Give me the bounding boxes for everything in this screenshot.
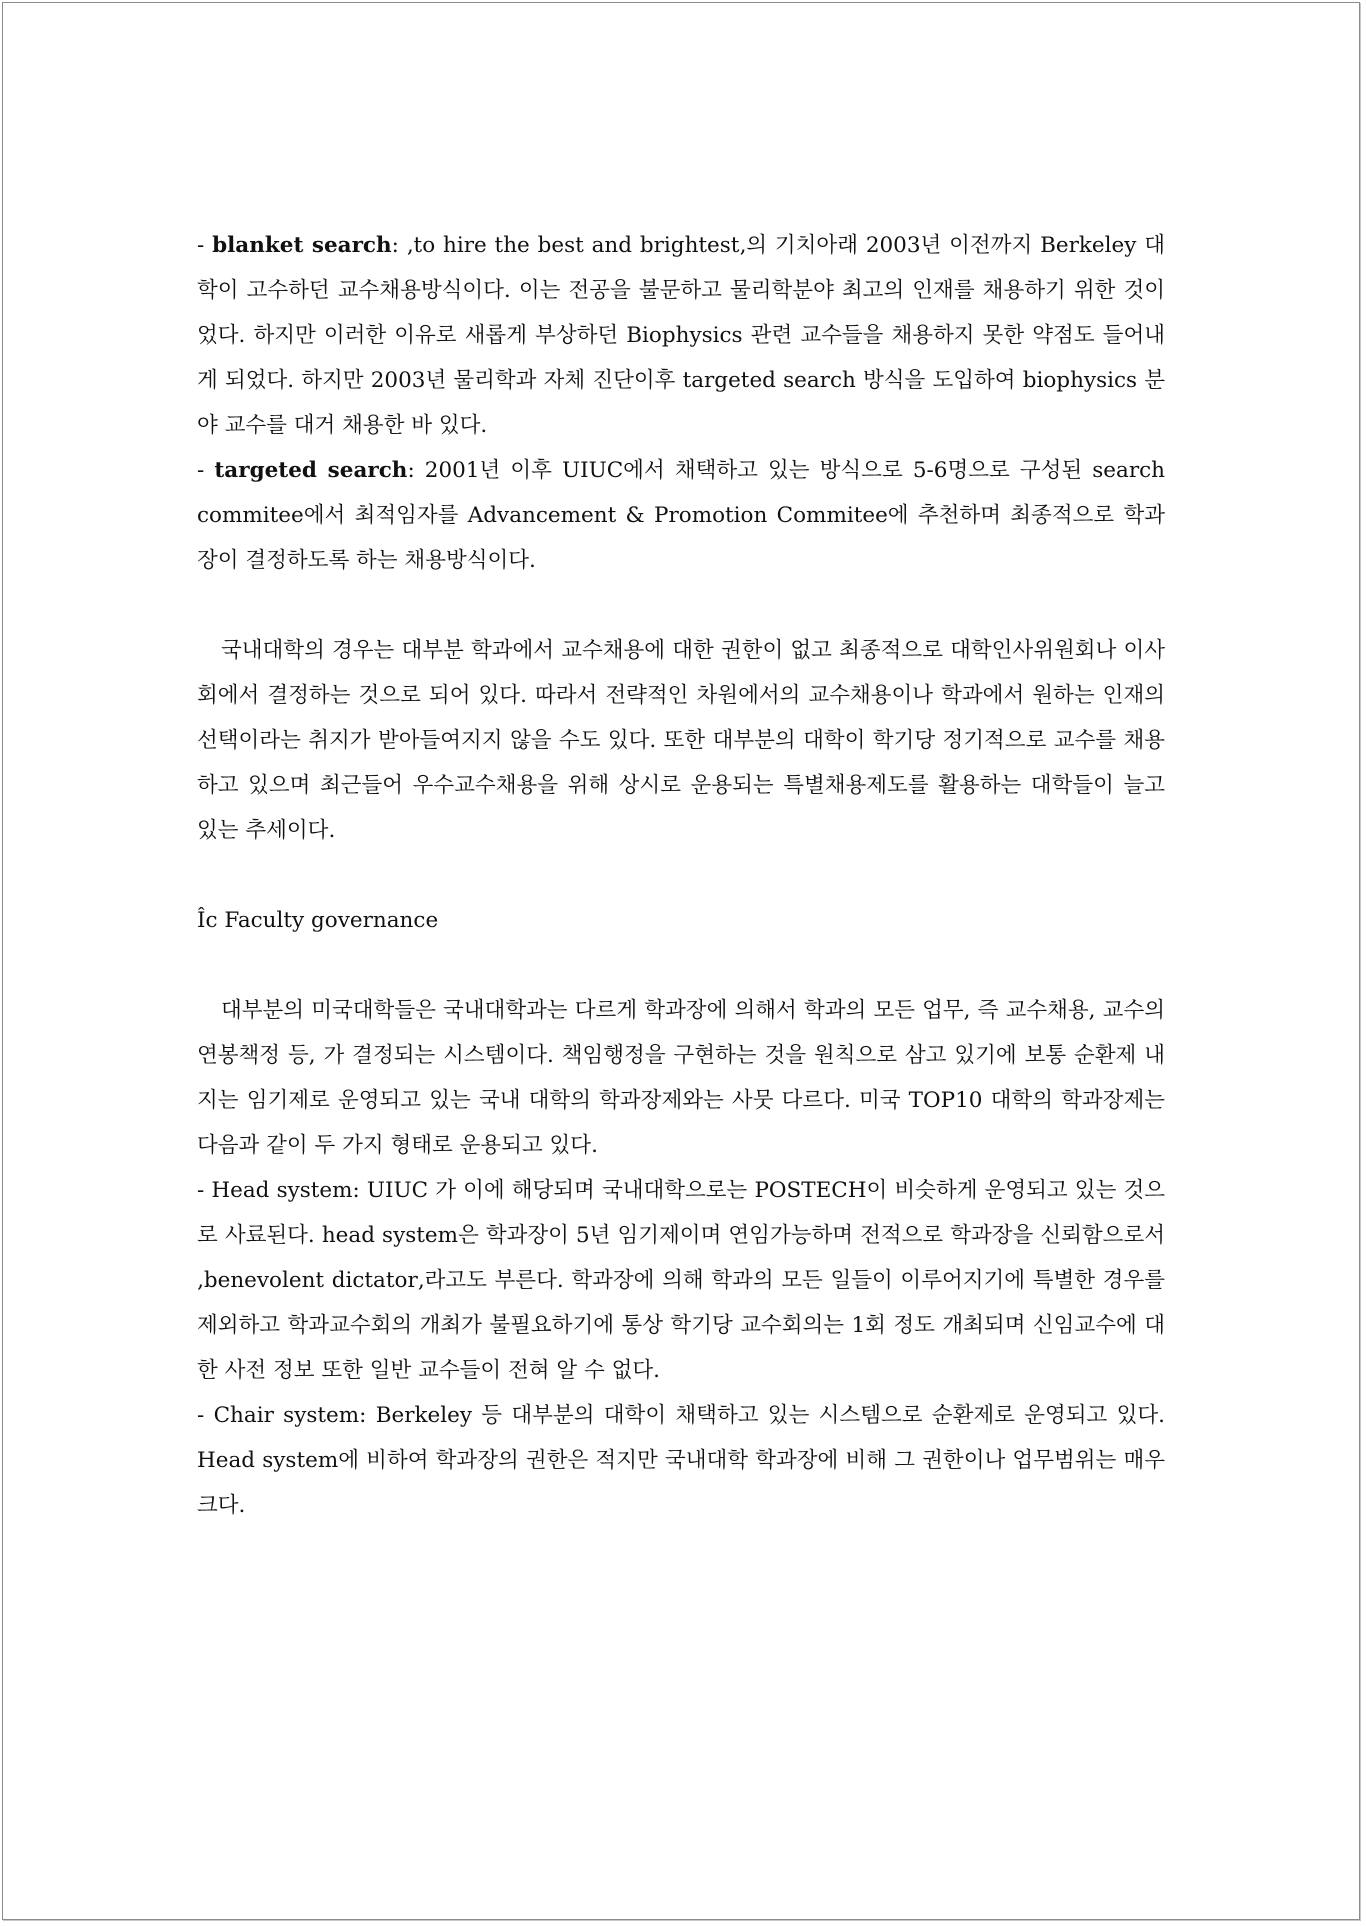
- spacer: [197, 583, 1165, 628]
- document-body: [197, 223, 1165, 1528]
- paragraph-governance-intro: 대부분의 미국대학들은 국내대학과는 다르게 학과장에 의해서 학과의 모든 업무, 즉 교수채용, 교수의 연봉책정 등, 가 결정되는 시스템이다. 책임행정을 구현하는 것을 원칙으로 삼고 있기에 보통 순환제 내지는 임기제로 운영되고 있는 국내 대학의 학과장제와는 사뭇 다르다. 미국 TOP10 대학의 학과장제는 다음과 같이 두 가지 형태로 운용되고 있다.: [197, 998, 1165, 1158]
- spacer: [197, 853, 1165, 898]
- paragraph-blanket-search: [197, 223, 1165, 448]
- paragraph-domestic-universities: 국내대학의 경우는 대부분 학과에서 교수채용에 대한 권한이 없고 최종적으로 대학인사위원회나 이사회에서 결정하는 것으로 되어 있다. 따라서 전략적인 차원에서의 교수채용이나 학과에서 원하는 인재의 선택이라는 취지가 받아들여지지 않을 수도 있다. 또한 대부분의 대학이 학기당 정기적으로 교수를 채용하고 있으며 최근들어 우수교수채용을 위해 상시로 운용되는 특별채용제도를 활용하는 대학들이 늘고 있는 추세이다.: [197, 638, 1165, 843]
- paragraph-targeted-search: [197, 448, 1165, 583]
- dash-marker: -: [197, 233, 213, 258]
- targeted-search-description: : 2001년 이후 UIUC에서 채택하고 있는 방식으로 5-6명으로 구성된 search commitee에서 최적임자를 Advancement & Promotion Commitee에 추천하며 최종적으로 학과장이 결정하도록 하는 채용방식이다.: [197, 458, 1165, 573]
- term-targeted-search: targeted search: [214, 458, 408, 483]
- document-page: [2, 2, 1360, 1920]
- spacer: [197, 943, 1165, 988]
- term-blanket-search: blanket search: [212, 233, 392, 258]
- paragraph-chair-system: - Chair system: Berkeley 등 대부분의 대학이 채택하고 있는 시스템으로 순환제로 운영되고 있다. Head system에 비하여 학과장의 권한은 적지만 국내대학 학과장에 비해 그 권한이나 업무범위는 매우 크다.: [197, 1403, 1165, 1518]
- dash-marker: -: [197, 458, 215, 483]
- blanket-search-description: : ‚to hire the best and brightest‚의 기치아래 2003년 이전까지 Berkeley 대학이 고수하던 교수채용방식이다. 이는 전공을 불문하고 물리학분야 최고의 인재를 채용하기 위한 것이었다. 하지만 이러한 이유로 새롭게 부상하던 Biophysics 관련 교수들을 채용하지 못한 약점도 들어내게 되었다. 하지만 2003년 물리학과 자체 진단이후 targeted search 방식을 도입하여 biophysics 분야 교수를 대거 채용한 바 있다.: [197, 233, 1165, 438]
- section-heading-faculty-governance: Îc Faculty governance: [197, 908, 439, 933]
- paragraph-head-system: - Head system: UIUC 가 이에 해당되며 국내대학으로는 POSTECH이 비슷하게 운영되고 있는 것으로 사료된다. head system은 학과장이 5년 임기제이며 연임가능하며 전적으로 학과장을 신뢰함으로서 ‚benevolent dictator‚라고도 부른다. 학과장에 의해 학과의 모든 일들이 이루어지기에 특별한 경우를 제외하고 학과교수회의 개최가 불필요하기에 통상 학기당 교수회의는 1회 정도 개최되며 신임교수에 대한 사전 정보 또한 일반 교수들이 전혀 알 수 없다.: [197, 1178, 1165, 1383]
